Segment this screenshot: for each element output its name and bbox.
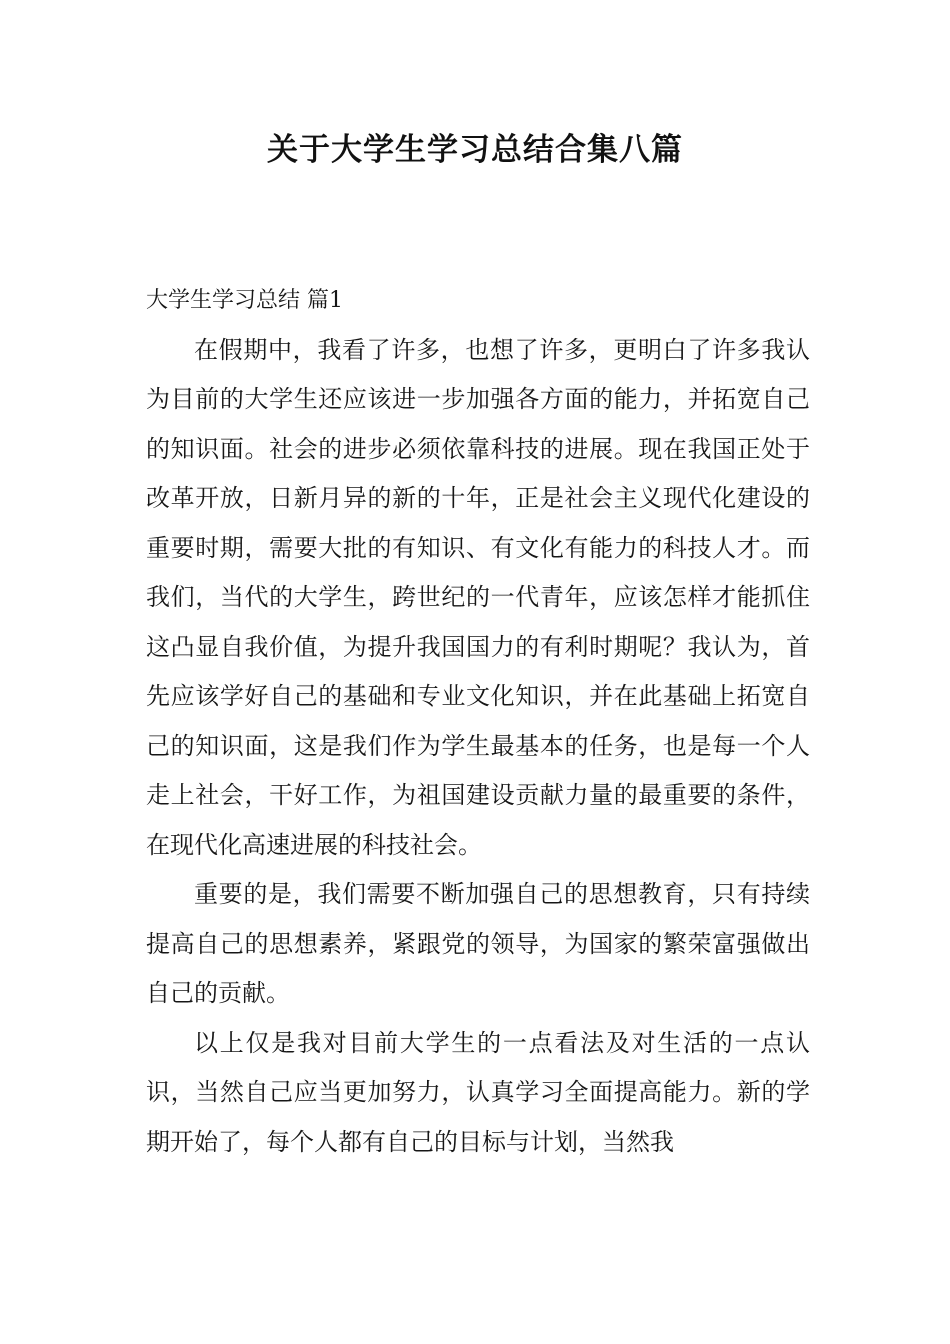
paragraph-1: 在假期中，我看了许多，也想了许多，更明白了许多我认为目前的大学生还应该进一步加强各方面的能力，并拓宽自己的知识面。社会的进步必须依靠科技的进展。现在我国正处于改革开放，日新月异的新的十年，正是社会主义现代化建设的重要时期，需要大批的有知识、有文化有能力的科技人才。而我们，当代的大学生，跨世纪的一代青年，应该怎样才能抓住这凸显自我价值，为提升我国国力的有利时期呢？我认为，首先应该学好自己的基础和专业文化知识，并在此基础上拓宽自己的知识面，这是我们作为学生最基本的任务，也是每一个人走上社会，干好工作，为祖国建设贡献力量的最重要的条件，在现代化高速进展的科技社会。 bbox=[146, 335, 810, 859]
article-body bbox=[146, 276, 810, 1167]
section-heading: 大学生学习总结 篇1 bbox=[146, 288, 343, 313]
paragraph-2: 重要的是，我们需要不断加强自己的思想教育，只有持续提高自己的思想素养，紧跟党的领导，为国家的繁荣富强做出自己的贡献。 bbox=[146, 880, 810, 1007]
paragraph-3: 以上仅是我对目前大学生的一点看法及对生活的一点认识，当然自己应当更加努力，认真学习全面提高能力。新的学期开始了，每个人都有自己的目标与计划，当然我 bbox=[146, 1028, 810, 1156]
document-title: 关于大学生学习总结合集八篇 bbox=[267, 132, 683, 168]
